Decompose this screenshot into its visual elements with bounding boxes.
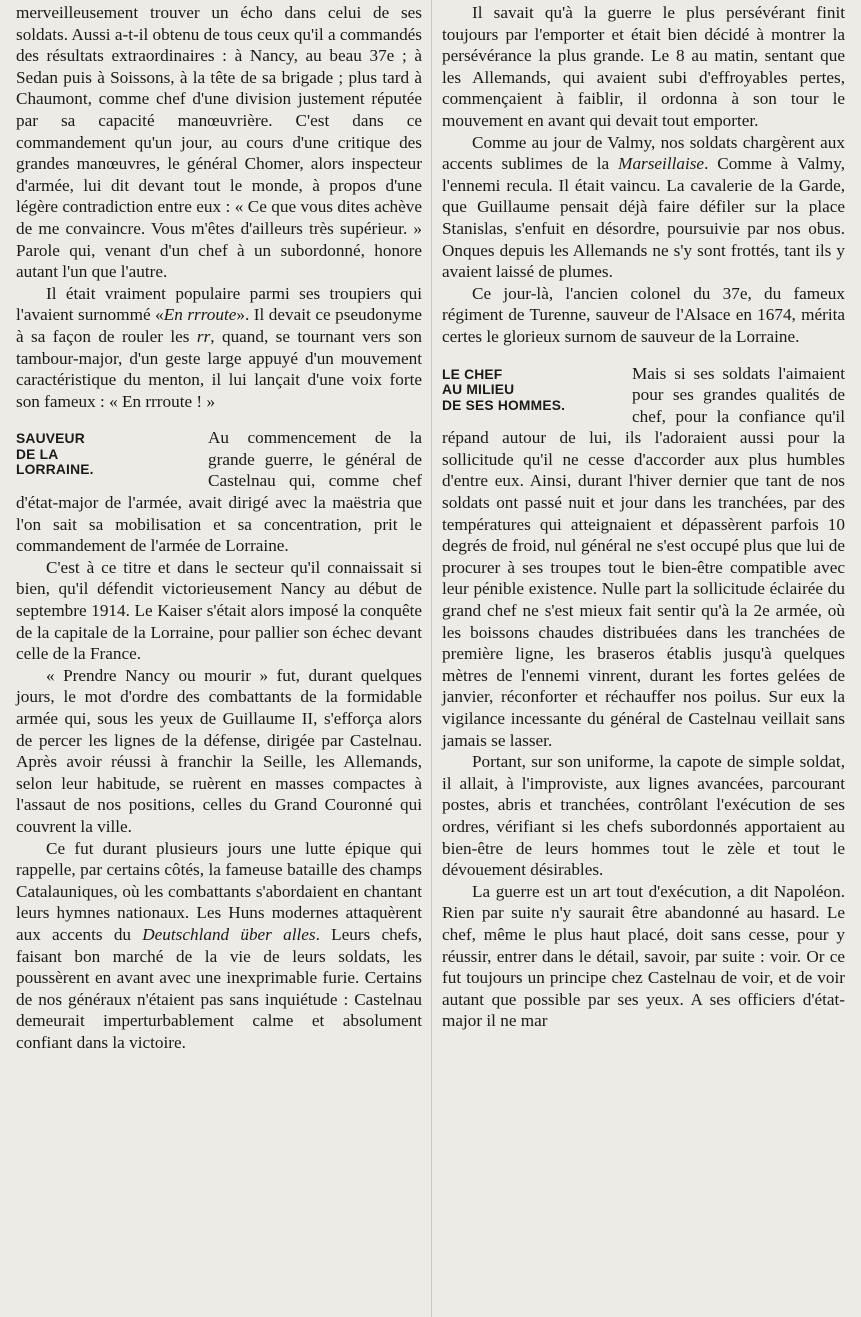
paragraph: « Prendre Nancy ou mourir » fut, durant quelques jours, le mot d'ordre des combattants de la formidable armée qui, sous les yeux de Guillaume II, s'efforça alors de percer les lignes de la défense, dirigée par Castelnau. Après avoir réussi à franchir la Seille, les Allemands, selon leur habitude, se ruèrent en masses compactes à l'assaut de nos positions, celles du Grand Couronné qui couvrent la ville. — [16, 665, 422, 836]
paragraph: Il savait qu'à la guerre le plus persévérant finit toujours par l'emporter et était bien décidé à montrer la persévérance la plus grande. Le 8 au matin, sentant que les Allemands, qui avaient subi d'effroyables pertes, commençaient à faiblir, il ordonna à son tour le mouvement en avant qui devait tout emporter. — [442, 3, 845, 130]
nickname: En rrroute — [163, 305, 237, 325]
paragraph: C'est à ce titre et dans le secteur qu'il connaissait si bien, qu'il défendit victorieusement Nancy au début de septembre 1914. Le Kaiser s'était alors imposé la conquête de la capitale de la Lorraine, pour pallier son échec devant celle de la France. — [16, 557, 422, 664]
paragraph: Portant, sur son uniforme, la capote de simple soldat, il allait, à l'improviste, aux lignes avancées, parcourant postes, abris et tranchées, contrôlant l'exécution de ses ordres, vérifiant si les chefs subordonnés apportaient au bien-être de leurs hommes tout le zèle et tout le dévouement désirables. — [442, 752, 845, 880]
paragraph: Ce fut durant plusieurs jours une lutte épique qui rappelle, par certains côtés, la fameuse bataille des champs Catalauniques, où les combattants s'abordaient en chantant leurs hymnes nationaux. Les Huns modernes attaquèrent aux accents du Deutschland über alles. Leurs chefs, faisant bon marché de la vie de leurs soldats, les poussèrent en avant avec une inexprimable furie. Certains de nos généraux n'étaient pas sans inquiétude : Castelnau demeurait imperturbablement calme et absolument confiant dans la victoire. — [16, 838, 422, 1052]
paragraph: Comme au jour de Valmy, nos soldats chargèrent aux accents sublimes de la Marseillaise. Comme à Valmy, l'ennemi recula. Il était vaincu. La cavalerie de la Garde, que Guillaume pensait déjà faire défiler sur la place Stanislas, s'enfuit en désordre, poursuivie par nos obus. Onques depuis les Allemands ne s'y sont frottés, tant ils y avaient laissé de plumes. — [442, 132, 846, 282]
right-column — [442, 2, 845, 1032]
paragraph: Mais si ses soldats l'aimaient pour ses grandes qualités de chef, pour la confiance qu'il répand autour de lui, ils l'adoraient aussi pour la sollicitude qu'il ne cesse d'accorder aux plus humbles d'entre eux. Ainsi, durant l'hiver dernier que tant de nos soldats ont passé nuit et jour dans les tranchées, par des températures qui atteignaient et dépassèrent parfois 10 degrés de froid, nul général ne s'est occupé plus que lui de procurer à ses troupes tout le bien-être compatible avec leur pénible existence. Nulle part la sollicitude éclairée du grand chef ne s'est mieux fait sentir qu'à la 2e armée, où les boissons chaudes distribuées dans les tranchées de première ligne, les braseros établis jusqu'à quelques mètres de l'ennemi vinrent, durant les fortes gelées de janvier, réconforter et réchauffer nos poilus. Sur eux la vigilance incessante du général de Castelnau veillait sans jamais se lasser. — [442, 363, 845, 750]
paragraph: Il était vraiment populaire parmi ses troupiers qui l'avaient surnommé «En rrroute». Il devait ce pseudonyme à sa façon de rouler les rr, quand, se tournant vers son tambour-major, d'un geste large appuyé d'un mouvement caractéristique du menton, il lui lançait d'une voix forte son fameux : « En rrroute ! » — [16, 283, 422, 411]
left-column — [16, 2, 422, 1054]
paragraph: merveilleusement trouver un écho dans celui de ses soldats. Aussi a-t-il obtenu de tous ceux qu'il a commandés des résultats extraordinaires : à Nancy, au beau 37e ; à Sedan puis à Soissons, à la tête de sa brigade ; plus tard à Chaumont, comme chef d'une division justement réputée par sa capacité manœuvrière. C'est dans ce commandement qu'un jour, au cours d'une critique des grandes manœuvres, le général Chomer, alors inspecteur d'armée, lui dit devant tout le monde, à propos d'une légère contradiction entre eux : « Ce que vous dites achève de me convaincre. Vous m'êtes d'ailleurs très supérieur. » Parole qui, venant d'un chef à un subordonné, honore autant l'un que l'autre. — [16, 3, 422, 282]
section-sauveur — [16, 427, 422, 1053]
paragraph: La guerre est un art tout d'exécution, a dit Napoléon. Rien par suite n'y saurait être abandonné au hasard. Le chef, même le plus haut placé, doit sans cesse, pour y réussir, entrer dans le détail, savoir, par suite : voir. Or ce fut toujours un principe chez Castelnau de voir, et de voir autant que possible par ses yeux. A ses officiers d'état-major il ne mar — [442, 881, 845, 1031]
paragraph: Ce jour-là, l'ancien colonel du 37e, du fameux régiment de Turenne, sauveur de l'Alsace en 1674, mérita certes le glorieux surnom de sauveur de la Lorraine. — [442, 283, 845, 346]
column-divider — [431, 0, 432, 1317]
section-heading: LE CHEF AU MILIEU DE SES HOMMES. — [442, 366, 566, 413]
section-chef — [442, 363, 845, 1032]
section-heading: SAUVEUR DE LA LORRAINE. — [16, 431, 94, 478]
paragraph: Au commencement de la grande guerre, le général de Castelnau qui, comme chef d'état-major de l'armée, avait dirigé avec la maëstria que l'on sait sa mobilisation et sa concentration, prit le commandement de l'armée de Lorraine. — [16, 428, 422, 556]
